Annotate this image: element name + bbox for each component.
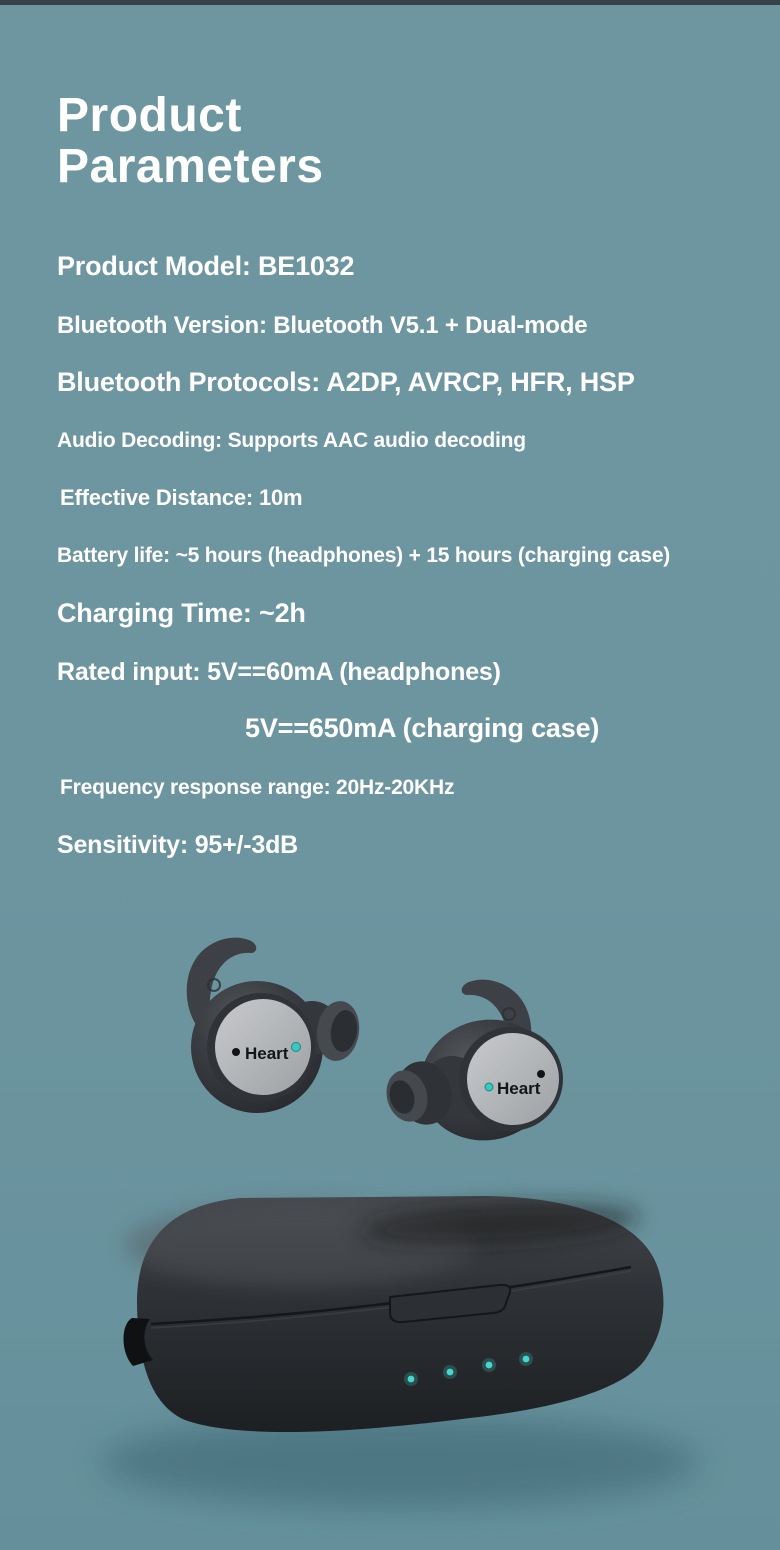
spec-sensitivity: Sensitivity: 95+/-3dB (57, 831, 299, 859)
spec-bluetooth-protocols: Bluetooth Protocols: A2DP, AVRCP, HFR, HSP (57, 367, 635, 397)
spec-effective-distance: Effective Distance: 10m (60, 485, 303, 510)
spec-bluetooth-version: Bluetooth Version: Bluetooth V5.1 + Dual-mode (57, 312, 588, 339)
top-edge-strip (0, 0, 780, 5)
earbud-led-teal (485, 1083, 493, 1091)
earbud-dot-black (232, 1048, 240, 1056)
led-indicator-dot (486, 1362, 493, 1369)
spec-battery-life: Battery life: ~5 hours (headphones) + 15 hours (charging case) (57, 544, 671, 567)
charging-case (124, 1196, 664, 1432)
left-brand-label: Heart (245, 1044, 289, 1063)
page-title-line2: Parameters (57, 140, 324, 193)
led-indicator-dot (523, 1356, 530, 1363)
spec-rated-input-headphones: Rated input: 5V==60mA (headphones) (57, 658, 501, 686)
spec-product-model: Product Model: BE1032 (57, 251, 355, 281)
right-brand-label: Heart (497, 1079, 541, 1098)
right-earbud (381, 980, 567, 1155)
case-ground-shadow (100, 1416, 700, 1508)
product-photo (0, 900, 780, 1550)
led-indicator-dot (408, 1376, 415, 1383)
led-indicator-dot (447, 1369, 454, 1376)
spec-rated-input-case: 5V==650mA (charging case) (245, 713, 600, 743)
page-title (57, 90, 324, 192)
earbud-led-teal (292, 1043, 301, 1052)
spec-frequency-response: Frequency response range: 20Hz-20KHz (60, 776, 455, 799)
left-earbud (187, 938, 363, 1113)
spec-audio-decoding: Audio Decoding: Supports AAC audio decoding (57, 429, 526, 452)
earbud-dot-black (537, 1070, 545, 1078)
spec-charging-time: Charging Time: ~2h (57, 598, 306, 628)
page-title-line1: Product (57, 89, 242, 142)
